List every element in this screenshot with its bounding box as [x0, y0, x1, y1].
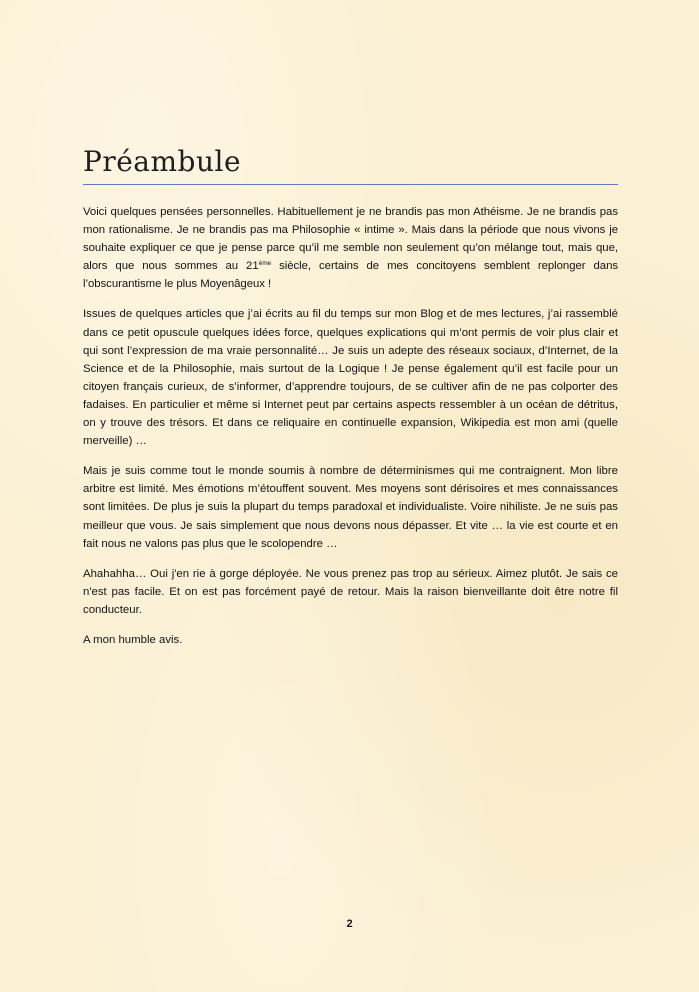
page-title: Préambule	[83, 145, 242, 178]
paragraph-5: A mon humble avis.	[83, 633, 183, 646]
paragraph-4: Ahahahha… Oui j'en rie à gorge déployée. Ne vous prenez pas trop au sérieux. Aimez plutôt. Je sais ce n'est pas facile. Et on est pas forcément payé de retour. Mais la raison bienveillante doit être notre fil conducteur.	[83, 567, 618, 616]
paragraph-1	[83, 203, 618, 293]
paragraph-1-text-start: Voici quelques pensées personnelles. Habituellement je ne brandis pas mon Athéisme. Je ne brandis pas mon rationalisme. Je ne brandis pas ma Philosophie « intime ». Mais dans la période que nous vivons je souhaite expliquer ce que je pense parce qu’il me semble non seulement qu’on mélange tout, mais que, alors que nous sommes au 21	[83, 206, 618, 273]
paragraph-1-text-end: siècle, certains de mes concitoyens semblent replonger dans l’obscurantisme le plus Moyenâgeux !	[83, 260, 618, 291]
ordinal-superscript: ème	[258, 260, 272, 268]
paragraph-3: Mais je suis comme tout le monde soumis à nombre de déterminismes qui me contraignent. Mon libre arbitre est limité. Mes émotions m’étouffent souvent. Mes moyens sont dérisoires et mes connaissances sont limitées. De plus je suis la plupart du temps paradoxal et individualiste. Voire nihiliste. Je ne suis pas meilleur que vous. Je sais simplement que nous devons nous dépasser. Et vite … la vie est courte et en fait nous ne valons pas plus que le scolopendre …	[83, 465, 618, 550]
paragraph-2: Issues de quelques articles que j’ai écrits au fil du temps sur mon Blog et de mes lectures, j’ai rassemblé dans ce petit opuscule quelques idées force, quelques explications qui m’ont permis de voir plus clair et qui sont l’expression de ma vraie personnalité… Je suis un adepte des réseaux sociaux, d’Internet, de la Science et de la Philosophie, mais surtout de la Logique ! Je pense également qu’il est facile pour un citoyen français curieux, de s’informer, d’apprendre toujours, de se cultiver afin de ne pas colporter des fadaises. En particulier et même si Internet peut par certains aspects ressembler à un océan de détritus, on y trouve des trésors. Et dans ce reliquaire en continuelle expansion, Wikipedia est mon ami (quelle merveille) …	[83, 308, 618, 448]
page-number: 2	[346, 918, 353, 930]
title-underline	[83, 184, 618, 185]
body-text	[83, 203, 618, 661]
